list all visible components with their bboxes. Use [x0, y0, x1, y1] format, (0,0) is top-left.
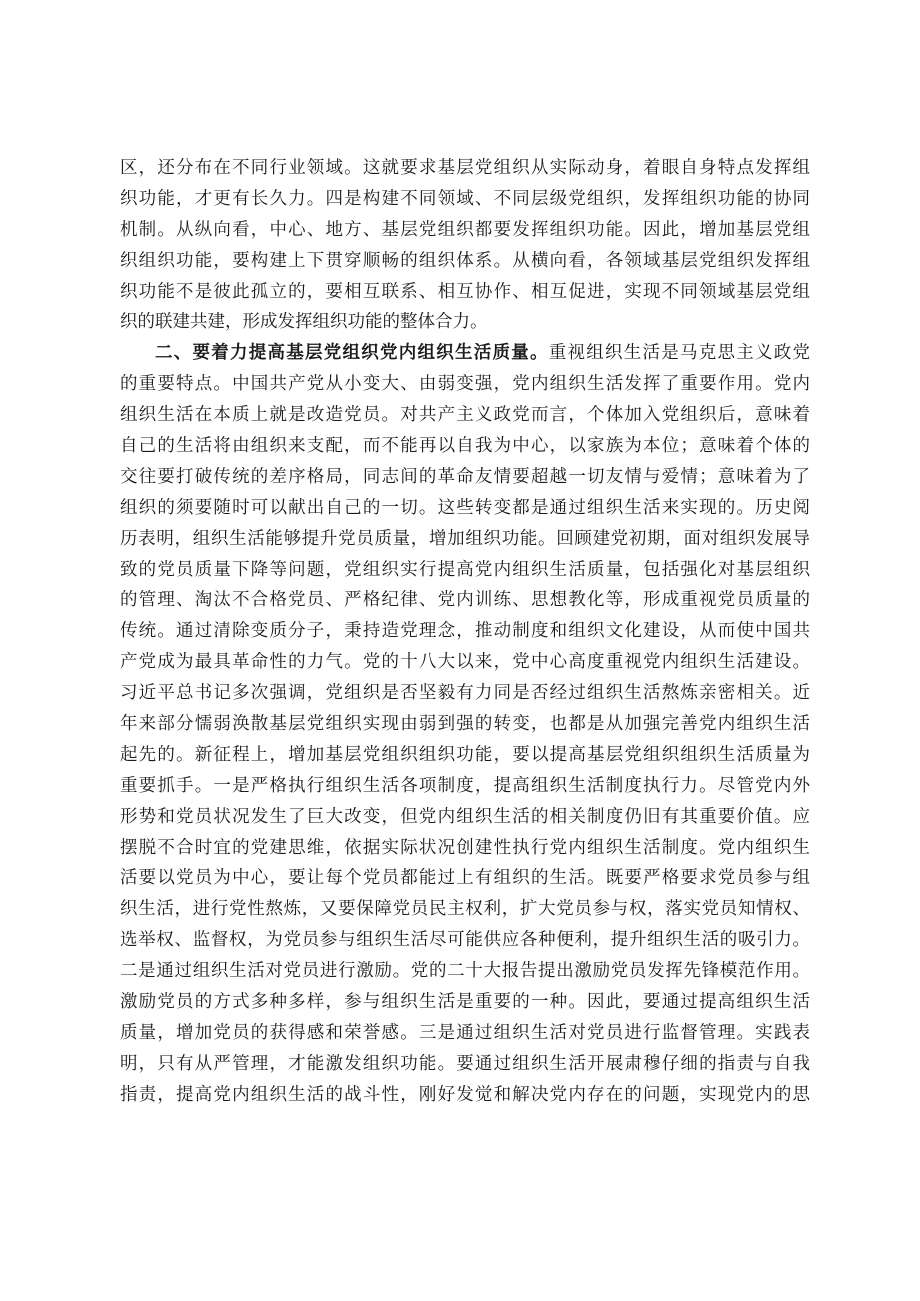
text-line: 起先的。新征程上，增加基层党组织组织功能，要以提高基层党组织组织生活质量为 — [120, 744, 810, 765]
text-line: 致的党员质量下降等问题，党组织实行提高党内组织生活质量，包括强化对基层组织 — [120, 559, 810, 580]
text-line: 习近平总书记多次强调，党组织是否坚毅有力同是否经过组织生活熬炼亲密相关。近 — [120, 683, 810, 704]
text-line: 选举权、监督权，为党员参与组织生活尽可能供应各种便利，提升组织生活的吸引力。 — [120, 930, 810, 951]
text-line: 活要以党员为中心，要让每个党员都能过上有组织的生活。既要严格要求党员参与组 — [120, 868, 810, 889]
text-line: 织生活，进行党性熬炼，又要保障党员民主权利，扩大党员参与权，落实党员知情权、 — [120, 899, 810, 920]
text-line: 织的联建共建，形成发挥组织功能的整体合力。 — [120, 312, 488, 333]
text-line: 传统。通过清除变质分子，秉持造党理念，推动制度和组织文化建设，从而使中国共 — [120, 621, 810, 642]
text-run: 重视组织生活是马克思主义政党 — [548, 343, 810, 364]
text-line: 重要抓手。一是严格执行组织生活各项制度，提高组织生活制度执行力。尽管党内外 — [120, 775, 810, 796]
text-line: 二是通过组织生活对党员进行激励。党的二十大报告提出激励党员发挥先锋模范作用。 — [120, 961, 810, 982]
text-line: 织功能不是彼此孤立的，要相互联系、相互协作、相互促进，实现不同领域基层党组 — [120, 281, 810, 302]
text-line: 指责，提高党内组织生活的战斗性，刚好发觉和解决党内存在的问题，实现党内的思 — [120, 1084, 810, 1105]
text-line: 组织生活在本质上就是改造党员。对共产主义政党而言，个体加入党组织后，意味着 — [120, 405, 810, 426]
text-line: 年来部分懦弱涣散基层党组织实现由弱到强的转变，也都是从加强完善党内组织生活 — [120, 714, 810, 735]
text-line: 机制。从纵向看，中心、地方、基层党组织都要发挥组织功能。因此，增加基层党组 — [120, 219, 810, 240]
text-line: 区，还分布在不同行业领域。这就要求基层党组织从实际动身，着眼自身特点发挥组 — [120, 158, 810, 178]
text-line: 质量，增加党员的获得感和荣誉感。三是通过组织生活对党员进行监督管理。实践表 — [120, 1022, 810, 1043]
text-line: 历表明，组织生活能够提升党员质量，增加组织功能。回顾建党初期，面对组织发展导 — [120, 528, 810, 549]
paragraph-1 — [120, 153, 810, 338]
text-line: 摆脱不合时宜的党建思维，依据实际状况创建性执行党内组织生活制度。党内组织生 — [120, 837, 810, 858]
text-line: 组织的须要随时可以献出自己的一切。这些转变都是通过组织生活来实现的。历史阅 — [120, 497, 810, 518]
paragraph-2 — [120, 338, 810, 1110]
text-line: 的重要特点。中国共产党从小变大、由弱变强，党内组织生活发挥了重要作用。党内 — [120, 374, 810, 395]
text-line: 自己的生活将由组织来支配，而不能再以自我为中心，以家族为本位；意味着个体的 — [120, 436, 810, 457]
text-line: 形势和党员状况发生了巨大改变，但党内组织生活的相关制度仍旧有其重要价值。应 — [120, 806, 810, 827]
section-heading: 二、要着力提高基层党组织党内组织生活质量。 — [155, 343, 549, 364]
paragraph-first-line — [120, 338, 810, 369]
text-line: 产党成为最具革命性的力气。党的十八大以来，党中心高度重视党内组织生活建设。 — [120, 652, 810, 673]
text-line: 激励党员的方式多种多样，参与组织生活是重要的一种。因此，要通过提高组织生活 — [120, 992, 810, 1013]
text-line: 明，只有从严管理，才能激发组织功能。要通过组织生活开展肃穆仔细的指责与自我 — [120, 1053, 810, 1074]
text-line: 织组织功能，要构建上下贯穿顺畅的组织体系。从横向看，各领域基层党组织发挥组 — [120, 250, 810, 271]
text-line: 织功能，才更有长久力。四是构建不同领域、不同层级党组织，发挥组织功能的协同 — [120, 188, 810, 209]
text-line: 的管理、淘汰不合格党员、严格纪律、党内训练、思想教化等，形成重视党员质量的 — [120, 590, 810, 611]
document-body — [120, 153, 810, 1111]
text-line: 交往要打破传统的差序格局，同志间的革命友情要超越一切友情与爱情；意味着为了 — [120, 466, 810, 487]
